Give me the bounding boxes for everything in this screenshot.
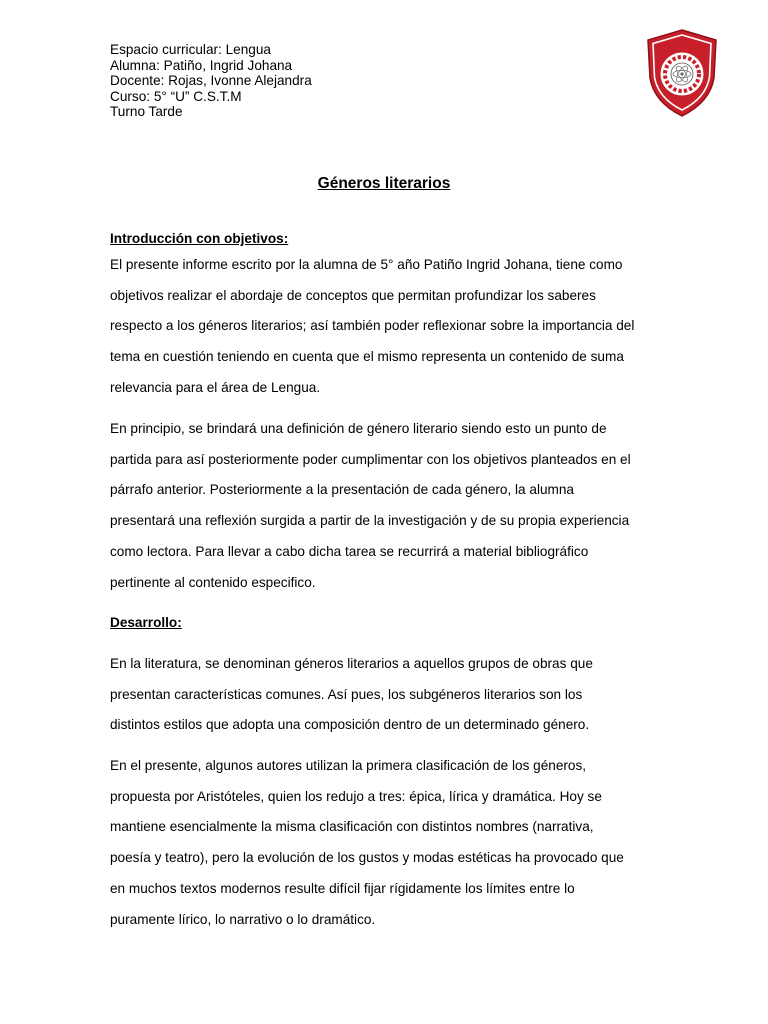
crest-icon [644,28,720,118]
header-student: Alumna: Patiño, Ingrid Johana [110,57,293,73]
text-line: propuesta por Aristóteles, quien los redujo a tres: épica, lírica y dramática. Hoy se [110,788,602,804]
text-line: pertinente al contenido especifico. [110,574,316,590]
text-line: presentan características comunes. Así pues, los subgéneros literarios son los [110,686,583,702]
text-line: presentará una reflexión surgida a partir de la investigación y de su propia experiencia [110,513,630,529]
section-heading-development: Desarrollo: [110,615,182,630]
text-line: párrafo anterior. Posteriormente a la presentación de cada género, la alumna [110,482,574,498]
text-line: puramente lírico, lo narrativo o lo dramático. [110,911,376,927]
text-line: objetivos realizar el abordaje de conceptos que permitan profundizar los saberes [110,287,596,303]
paragraph-intro-objectives [110,250,670,404]
text-line: En el presente, algunos autores utilizan la primera clasificación de los géneros, [110,758,587,773]
text-line: partida para así posteriormente poder cumplimentar con los objetivos planteados en el [110,451,631,467]
text-line: distintos estilos que adopta una composición dentro de un determinado género. [110,717,590,733]
paragraph-development-classification [110,751,670,935]
text-line: El presente informe escrito por la alumna de 5° año Patiño Ingrid Johana, tiene como [110,257,623,272]
text-line: En la literatura, se denominan géneros literarios a aquellos grupos de obras que [110,656,593,671]
header-subject: Espacio curricular: Lengua [110,42,271,57]
text-line: en muchos textos modernos resulte difícil fijar rígidamente los límites entre lo [110,880,575,896]
text-line: mantiene esencialmente la misma clasificación con distintos nombres (narrativa, [110,819,594,835]
document-title: Géneros literarios [317,175,451,192]
text-line: relevancia para el área de Lengua. [110,379,321,395]
text-line: como lectora. Para llevar a cabo dicha tarea se recurrirá a material bibliográfico [110,543,589,559]
text-line: respecto a los géneros literarios; así también poder reflexionar sobre la importancia del [110,318,635,334]
paragraph-intro-plan [110,414,670,598]
header-course: Curso: 5° “U” C.S.T.M [110,88,242,104]
paragraph-development-definition [110,649,670,741]
header-info [110,42,312,120]
header-shift: Turno Tarde [110,104,183,119]
school-crest-logo [644,28,720,118]
text-line: En principio, se brindará una definición de género literario siendo esto un punto de [110,421,607,436]
text-line: poesía y teatro), pero la evolución de los gustos y modas estéticas ha provocado que [110,850,624,866]
header-teacher: Docente: Rojas, Ivonne Alejandra [110,73,312,88]
section-heading-introduction: Introducción con objetivos: [110,231,289,246]
text-line: tema en cuestión teniendo en cuenta que el mismo representa un contenido de suma [110,349,624,365]
